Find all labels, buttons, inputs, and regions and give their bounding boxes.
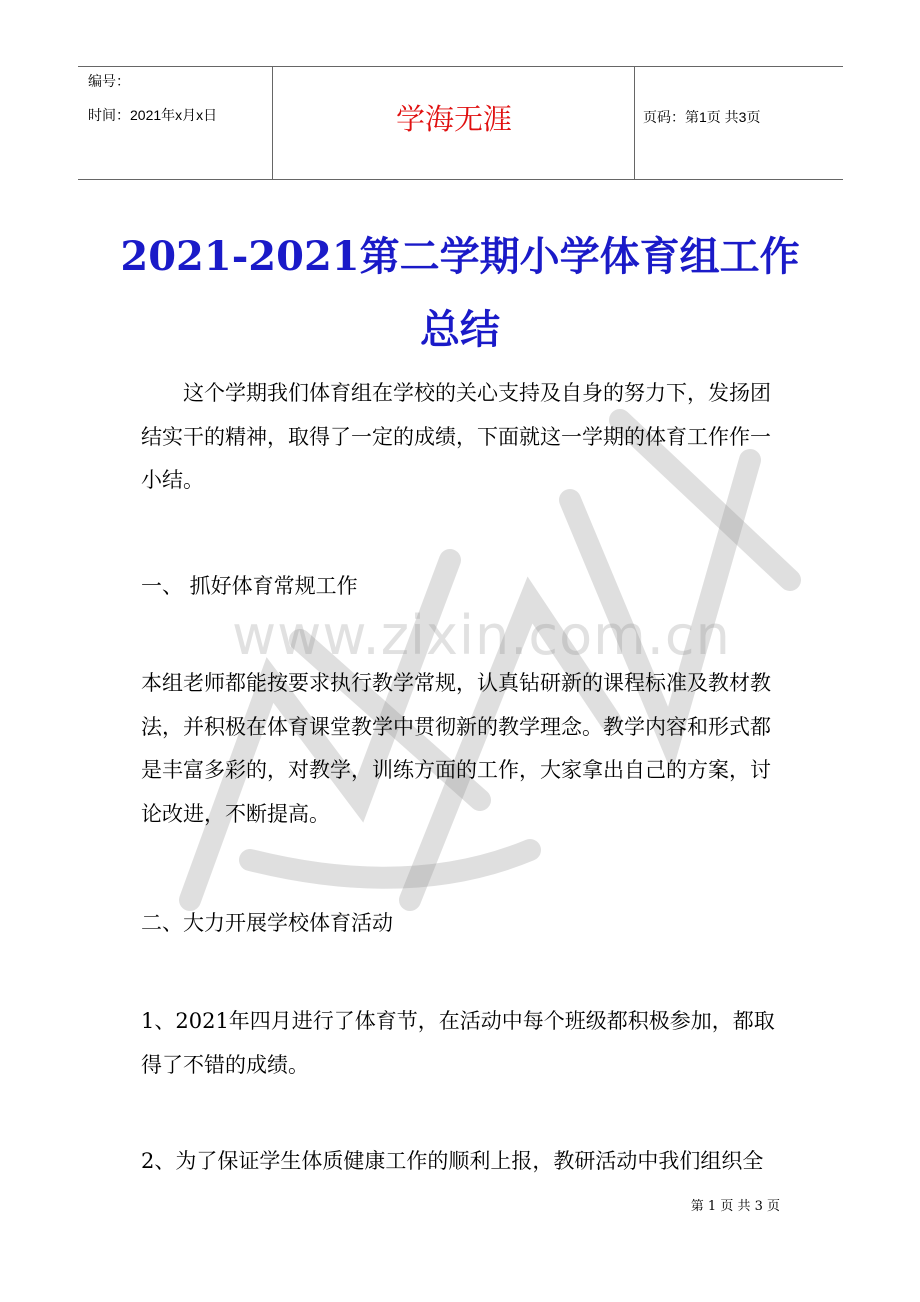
- brand-title: 学海无涯: [395, 102, 512, 136]
- section1-heading: 一、 抓好体育常规工作: [141, 574, 358, 598]
- document-title-line1: 2021-2021第二学期小学体育组工作: [120, 233, 800, 280]
- item1-paragraph: 1、2021年四月进行了体育节，在活动中每个班级都积极参加，都取得了不错的成绩。: [141, 1009, 775, 1077]
- header-divider-left: [272, 67, 273, 179]
- page-info-label: 页码：第1页 共3页: [643, 109, 761, 125]
- section1-paragraph: 本组老师都能按要求执行教学常规，认真钻研新的课程标准及教材教法，并积极在体育课堂教学中贯彻新的教学理念。教学内容和形式都是丰富多彩的，对教学，训练方面的工作，大家拿出自己的方案，讨论改进，不断提高。: [141, 671, 771, 826]
- section2-heading: 二、大力开展学校体育活动: [141, 911, 393, 935]
- item2-paragraph: 2、为了保证学生体质健康工作的顺利上报，教研活动中我们组织全: [141, 1149, 764, 1173]
- document-title-line2: 总结: [420, 306, 500, 353]
- document-number-label: 编号：: [88, 73, 130, 89]
- intro-paragraph: 这个学期我们体育组在学校的关心支持及自身的努力下，发扬团结实干的精神，取得了一定的成绩，下面就这一学期的体育工作作一小结。: [141, 381, 771, 492]
- header-divider-right: [634, 67, 635, 179]
- footer-page-number: 第 1 页 共 3 页: [690, 1199, 780, 1214]
- document-header: [78, 66, 843, 180]
- watermark-site: www.zixin.com.cn: [232, 604, 731, 667]
- document-time-label: 时间：2021年x月x日: [88, 107, 218, 123]
